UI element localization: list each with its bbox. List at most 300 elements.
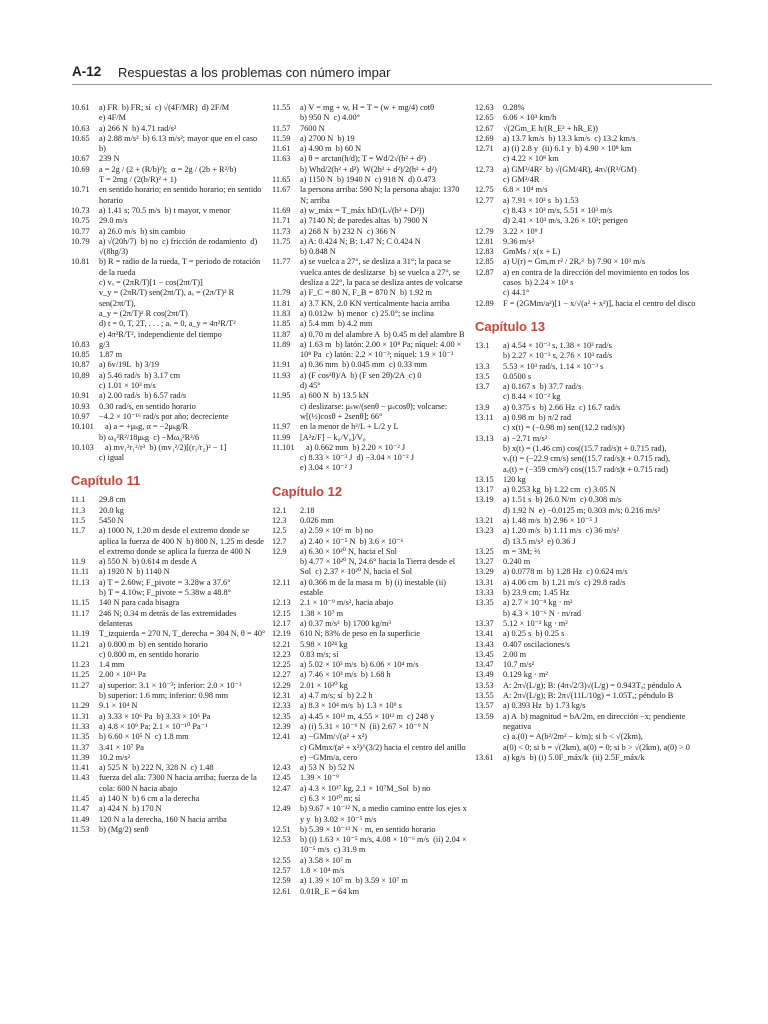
problem-number: 11.5 — [71, 515, 86, 525]
answer-text: √(2Gm_E h/(R_E² + hR_E)) — [503, 123, 598, 133]
answer-text: m = 3M; ⅔ — [503, 546, 541, 556]
answer-entry — [71, 588, 266, 598]
answer-text: b) ω₀²R²/18μₖg c) −Mω₀²R²/6 — [99, 432, 200, 442]
answer-entry — [272, 247, 468, 257]
answer-text: −4.2 × 10⁻¹⁶ rad/s por año; decreciente — [99, 411, 229, 421]
answer-text: e) 4π²R/T², independiente del tiempo — [99, 329, 222, 339]
problem-number: 12.15 — [272, 608, 291, 618]
problem-number — [475, 392, 503, 402]
answer-entry — [475, 247, 701, 257]
problem-number: 12.43 — [272, 763, 291, 773]
answer-entry — [71, 113, 266, 123]
answer-text: a) 0.37 m/s² b) 1700 kg/m³ — [300, 618, 391, 628]
answer-entry — [475, 288, 701, 298]
answer-text: a) 3.58 × 10⁷ m — [300, 855, 352, 865]
problem-number: 11.75 — [272, 236, 291, 246]
answer-entry — [272, 453, 468, 463]
answer-text: 0.0500 s — [503, 371, 532, 381]
problem-number: 10.69 — [71, 164, 90, 174]
answer-text: 0.83 m/s; sí — [300, 649, 339, 659]
answer-text: 2.18 — [300, 505, 315, 515]
answer-text: b) superior: 1.6 mm; inferior: 0.98 mm — [99, 691, 229, 701]
answer-text: c) 1.01 × 10³ m/s — [99, 381, 156, 391]
answer-text: c) 0.800 m, en sentido horario — [99, 649, 199, 659]
answer-entry — [475, 681, 701, 691]
answer-entry — [475, 598, 701, 608]
answer-entry — [272, 381, 468, 391]
answer-text: a) 2.59 × 10⁶ m b) no — [300, 526, 374, 536]
answer-entry — [272, 681, 468, 691]
problem-number: 13.59 — [475, 711, 494, 721]
answer-entry — [71, 815, 266, 825]
answer-entry — [475, 206, 701, 216]
answer-text: a) 0.36 mm b) 0.045 mm c) 0.33 mm — [300, 360, 427, 370]
answer-text: 5450 N — [99, 515, 124, 525]
answer-text: a) F_C = 80 N, F_B = 870 N b) 1.92 m — [300, 288, 432, 298]
problem-number — [475, 465, 503, 475]
problem-number: 12.69 — [475, 133, 494, 143]
answer-entry — [475, 557, 701, 567]
answer-entry — [71, 422, 266, 432]
answer-entry — [71, 598, 266, 608]
answer-text: 1.39 × 10⁻⁹ — [300, 773, 339, 783]
problem-number: 12.73 — [475, 164, 494, 174]
answer-text: F = (2GMm/a²)[1 − x/√(a² + x²)], hacia el centro del disco — [503, 298, 696, 308]
answer-text: 0.407 oscilaciones/s — [503, 639, 570, 649]
answer-entry — [475, 670, 701, 680]
answer-entry — [475, 701, 701, 711]
answer-text: a) 600 N b) 13.5 kN — [300, 391, 369, 401]
problem-number: 10.93 — [71, 401, 90, 411]
answer-entry — [71, 660, 266, 670]
answer-entry — [475, 403, 701, 413]
answer-entry — [272, 206, 468, 216]
answer-text: a) 268 N b) 232 N c) 366 N — [300, 226, 396, 236]
problem-number: 13.21 — [475, 515, 494, 525]
answer-entry — [272, 175, 468, 185]
answer-text: a) w_máx = T_máx hD/(L√(h² + D²)) — [300, 205, 425, 215]
answer-entry — [71, 506, 266, 516]
answer-entry — [272, 309, 468, 319]
problem-number — [71, 691, 99, 701]
answer-entry — [272, 784, 468, 794]
answer-entry — [272, 773, 468, 783]
answer-text: a) 5.46 rad/s b) 3.17 cm — [99, 370, 181, 380]
answer-entry — [475, 732, 701, 742]
problem-number: 11.27 — [71, 680, 90, 690]
answer-entry — [272, 701, 468, 711]
problem-number: 11.17 — [71, 608, 90, 618]
answer-entry — [71, 732, 266, 742]
problem-number: 13.29 — [475, 567, 494, 577]
answer-text: c) vₓ = (2πR/T)[1 − cos(2πt/T)] — [99, 278, 203, 288]
answer-entry — [71, 371, 266, 381]
answer-entry — [475, 268, 701, 289]
problem-number — [272, 794, 300, 804]
answer-text: b) 23.9 cm; 1.45 Hz — [503, 588, 570, 598]
answer-text: 0.28% — [503, 103, 525, 112]
answer-entry — [71, 743, 266, 753]
answer-entry — [475, 526, 701, 536]
header-rule — [72, 84, 712, 85]
answer-text: a) V = mg + w, H = T = (w + mg/4) cotθ — [300, 103, 435, 112]
answer-text: a) 2700 N b) 19 — [300, 133, 355, 143]
answer-text: 29.0 m/s — [99, 216, 128, 226]
problem-number: 11.57 — [272, 123, 291, 133]
answer-text: b) 2.27 × 10⁻³ s, 2.76 × 10³ rad/s — [503, 351, 613, 361]
answer-text: 140 N para cada bisagra — [99, 598, 180, 608]
problem-number: 12.59 — [272, 876, 291, 886]
answer-text: A: 2π√(L/g); B: (4π√2/3)√(L/g) = 0.943Tₐ; péndulo A — [503, 680, 682, 690]
answer-text: 6.06 × 10³ km/h — [503, 113, 557, 123]
problem-number: 13.5 — [475, 371, 490, 381]
problem-number: 12.29 — [272, 680, 291, 690]
answer-text: d) 45° — [300, 381, 321, 391]
answer-entry — [71, 330, 266, 340]
answer-entry — [71, 319, 266, 329]
answer-text: 0.026 mm — [300, 515, 334, 525]
answer-text: a) 4.54 × 10⁻³ s, 1.38 × 10³ rad/s — [503, 340, 612, 350]
answer-entry — [71, 629, 266, 639]
answer-text: a) se vuelca a 27°, se desliza a 31°; la paca se vuelca antes de deslizarse b) se vuelca a 27°, se desliza a 22°, la paca se desliza antes de volcarse — [300, 257, 463, 288]
answer-entry — [71, 257, 266, 278]
answer-text: a) 2.00 rad/s b) 6.57 rad/s — [99, 391, 187, 401]
problem-number: 12.57 — [272, 866, 291, 876]
answer-text: 1.38 × 10⁷ m — [300, 608, 344, 618]
answer-text: 0.240 m — [503, 557, 531, 567]
problem-number: 11.29 — [71, 701, 90, 711]
answer-entry — [475, 144, 701, 154]
answer-entry — [475, 506, 701, 516]
answer-entry — [475, 113, 701, 123]
answer-text: a) en contra de la dirección del movimiento en todos los casos b) 2.24 × 10³ s — [503, 267, 692, 288]
problem-number: 12.77 — [475, 195, 494, 205]
answer-text: a = 2g / (2 + (R/b)²); α = 2g / (2b + R²/b) — [99, 164, 237, 174]
answer-entry — [71, 753, 266, 763]
answer-text: b) x(t) = (1.46 cm) cos((15.7 rad/s)t + 0.715 rad), — [503, 443, 667, 453]
problem-number — [71, 309, 99, 319]
answer-entry — [71, 340, 266, 350]
problem-number: 12.17 — [272, 618, 291, 628]
problem-number: 10.91 — [71, 391, 90, 401]
answer-text: a) θ = arctan(h/d); T = Wd/2√(h² + d²) — [300, 154, 427, 164]
answer-text: c) deslizarse: μₛw/(senθ − μₛcosθ); volcarse: w[(½)cosθ + 2senθ]; 66° — [300, 401, 450, 421]
answer-entry — [71, 526, 266, 557]
problem-number: 11.39 — [71, 752, 90, 762]
answer-text: a) 3.33 × 10⁶ Pa b) 3.33 × 10⁶ Pa — [99, 711, 211, 721]
answer-text: a) 525 N b) 222 N, 328 N c) 1.48 — [99, 763, 214, 773]
problem-number: 12.39 — [272, 721, 291, 731]
answer-entry — [475, 341, 701, 351]
problem-number: 11.71 — [272, 216, 291, 226]
problem-number — [475, 216, 503, 226]
problem-number: 13.1 — [475, 340, 490, 350]
problem-number — [272, 247, 300, 257]
answer-text: e) 4F/M — [99, 113, 126, 123]
answer-entry — [71, 288, 266, 309]
answer-entry — [272, 185, 468, 206]
problem-number: 12.35 — [272, 711, 291, 721]
answer-text: a) 1.39 × 10⁷ m b) 3.59 × 10⁷ m — [300, 876, 408, 886]
answer-entry — [71, 103, 266, 113]
answer-text: 610 N; 83% de peso en la superficie — [300, 629, 421, 639]
answer-text: 3.41 × 10⁷ Pa — [99, 742, 144, 752]
answer-text: 2.00 × 10¹¹ Pa — [99, 670, 146, 680]
answer-entry — [475, 485, 701, 495]
answer-entry — [475, 257, 701, 267]
answer-text: 1.8 × 10⁴ m/s — [300, 866, 345, 876]
answer-text: a) A b) magnitud = bA/2m, en dirección −x; pendiente negativa — [503, 711, 688, 731]
answer-text: a) (i) 5.31 × 10⁻⁹ N (ii) 2.67 × 10⁻⁹ N — [300, 721, 429, 731]
answer-text: c) igual — [99, 453, 125, 463]
answer-text: a) 0.98 m b) π/2 rad — [503, 413, 572, 423]
page-header — [72, 62, 712, 90]
answer-entry — [272, 743, 468, 764]
answer-entry — [71, 722, 266, 732]
answer-entry — [272, 443, 468, 453]
problem-number: 12.55 — [272, 855, 291, 865]
answer-entry — [272, 360, 468, 370]
problem-number: 10.85 — [71, 350, 90, 360]
answer-entry — [475, 537, 701, 547]
problem-number: 11.87 — [272, 329, 291, 339]
answer-entry — [71, 670, 266, 680]
answer-entry — [71, 165, 266, 175]
answer-text: a) 13.7 km/s b) 13.3 km/s c) 13.2 km/s — [503, 133, 636, 143]
answer-text: a) √(20h/7) b) no c) fricción de rodamiento d) √(8hg/3) — [99, 236, 260, 257]
problem-number: 13.35 — [475, 598, 494, 608]
problem-number: 11.81 — [272, 298, 291, 308]
answer-text: la persona arriba: 590 N; la persona abajo: 1370 N; arriba — [300, 185, 462, 205]
answer-entry — [475, 392, 701, 402]
answer-text: a) FR b) FR; sí c) √(4F/MR) d) 2F/M — [99, 103, 230, 112]
problem-number: 11.47 — [71, 804, 90, 814]
problem-number: 12.87 — [475, 267, 494, 277]
answer-entry — [475, 196, 701, 206]
answer-text: a) 4.7 m/s; sí b) 2.2 h — [300, 691, 373, 701]
answer-entry — [272, 144, 468, 154]
answer-entry — [475, 165, 701, 175]
answer-entry — [272, 763, 468, 773]
problem-number: 10.71 — [71, 185, 90, 195]
answer-entry — [71, 309, 266, 319]
answer-text: T = 2mg / (2(b/R)² + 1) — [99, 175, 177, 185]
problem-number: 12.25 — [272, 660, 291, 670]
problem-number: 12.31 — [272, 691, 291, 701]
answer-text: v_y = (2πR/T) sen(2πt/T), aₓ = (2π/T)² R sen(2πt/T), — [99, 288, 237, 308]
answer-entry — [475, 753, 701, 763]
answer-entry — [475, 372, 701, 382]
answer-entry — [272, 866, 468, 876]
answer-entry — [272, 433, 468, 443]
answer-text: a) 26.0 m/s b) sin cambio — [99, 226, 186, 236]
answer-text: a) 4.06 cm b) 1.21 m/s c) 29.8 rad/s — [503, 577, 626, 587]
answer-text: a) U(r) = Gmₑm r² / 2Rₑ³ b) 7.90 × 10³ m/s — [503, 257, 646, 267]
problem-number: 13.49 — [475, 670, 494, 680]
answer-text: b) 9.67 × 10⁻¹² N, a medio camino entre los ejes x y y b) 3.02 × 10⁻⁵ m/s — [300, 804, 469, 824]
answer-entry — [272, 835, 468, 856]
answer-text: c) x(t) = (−0.98 m) sen((12.2 rad/s)t) — [503, 423, 625, 433]
problem-number — [475, 732, 503, 742]
answer-entry — [272, 463, 468, 473]
answer-text: a) 0.0778 m b) 1.28 Hz c) 0.624 m/s — [503, 567, 628, 577]
problem-number: 10.103 — [71, 442, 94, 452]
answer-text: a) (i) 2.8 y (ii) 6.1 y b) 4.90 × 10⁸ km — [503, 144, 632, 154]
problem-number: 11.1 — [71, 495, 86, 505]
answer-entry — [475, 516, 701, 526]
answer-text: a) 1.20 m/s b) 1.11 m/s c) 36 m/s² — [503, 526, 620, 536]
answer-text: a) 266 N b) 4.71 rad/s² — [99, 123, 177, 133]
answer-text: 2.00 m — [503, 649, 527, 659]
answer-text: 2.1 × 10⁻⁹ m/s², hacia abajo — [300, 598, 394, 608]
problem-number — [272, 113, 300, 123]
answer-text: a) 0.012w b) menor c) 25.0°; se inclina — [300, 308, 434, 318]
answer-text: a) 1.51 s b) 26.0 N/m c) 0.308 m/s — [503, 495, 622, 505]
problem-number — [475, 743, 503, 753]
answer-text: b) 950 N c) 4.00° — [300, 113, 361, 123]
problem-number: 13.27 — [475, 557, 494, 567]
chapter-heading: Capítulo 12 — [272, 483, 343, 499]
answer-entry — [71, 227, 266, 237]
answer-entry — [272, 154, 468, 164]
problem-number: 11.69 — [272, 205, 291, 215]
answer-entry — [71, 640, 266, 650]
answer-text: aₓ(t) = (−359 cm/s²) cos((15.7 rad/s)t + 0.715 rad) — [503, 464, 669, 474]
answer-entry — [475, 578, 701, 588]
answer-text: [A²z/F] − k₀/V₀]/V₀ — [300, 432, 366, 442]
answer-text: 0.30 rad/s, en sentido horario — [99, 401, 196, 411]
problem-number: 11.65 — [272, 175, 291, 185]
answer-text: a) (F cos²θ)/A b) (F sen 2θ)/2A c) 0 — [300, 370, 422, 380]
answer-text: 239 N — [99, 154, 120, 164]
problem-number: 13.17 — [475, 485, 494, 495]
answer-text: d) 1.92 N e) −0.0125 m; 0.303 m/s; 0.216 m/s² — [503, 505, 660, 515]
problem-number: 12.79 — [475, 226, 494, 236]
answer-text: a) 1920 N b) 1140 N — [99, 567, 170, 577]
problem-number: 10.61 — [71, 103, 90, 112]
problem-number: 11.41 — [71, 763, 90, 773]
problem-number: 10.77 — [71, 226, 90, 236]
problem-number: 11.13 — [71, 577, 90, 587]
answer-text: 120 N a la derecha, 160 N hacia arriba — [99, 814, 227, 824]
problem-number: 11.7 — [71, 526, 86, 536]
answer-text: a) 5.4 mm b) 4.2 mm — [300, 319, 373, 329]
answer-entry — [272, 506, 468, 516]
problem-number — [475, 444, 503, 454]
answer-entry — [272, 712, 468, 722]
problem-number: 12.27 — [272, 670, 291, 680]
problem-number — [272, 453, 300, 463]
problem-number: 13.37 — [475, 618, 494, 628]
problem-number — [272, 557, 300, 578]
answer-entry — [272, 670, 468, 680]
answer-text: a) 1.41 s; 70.5 m/s b) t mayor, v menor — [99, 205, 231, 215]
answer-text: a) 7.91 × 10³ s b) 1.53 — [503, 195, 579, 205]
answer-text: a) 424 N b) 170 N — [99, 804, 162, 814]
problem-number — [475, 423, 503, 433]
answer-text: 0.129 kg · m² — [503, 670, 548, 680]
answer-entry — [71, 691, 266, 701]
answer-entry — [71, 391, 266, 401]
problem-number: 11.23 — [71, 660, 90, 670]
problem-number: 12.11 — [272, 577, 291, 587]
answer-text: b) (Mg/2) senθ — [99, 824, 149, 834]
answer-entry — [71, 567, 266, 577]
answer-entry — [475, 154, 701, 164]
answer-text: a) superior: 3.1 × 10⁻³; inferior: 2.0 × 10⁻³ — [99, 680, 242, 690]
answer-text: b) 5.39 × 10⁻¹³ N · m, en sentido horario — [300, 824, 436, 834]
answer-text: d) 13.5 m/s² e) 0.36 J — [503, 536, 576, 546]
problem-number: 13.55 — [475, 691, 494, 701]
answer-text: a) 1000 N, 1.20 m desde el extremo donde se aplica la fuerza de 400 N b) 800 N, 1.25 m desde el extremo donde se aplica la fuerza de 400 N — [99, 526, 267, 556]
answer-entry — [272, 650, 468, 660]
answer-entry — [71, 609, 266, 630]
answer-entry — [475, 712, 701, 733]
answer-text: a) 53 N b) 52 N — [300, 763, 355, 773]
answer-entry — [272, 319, 468, 329]
answer-entry — [475, 382, 701, 392]
problem-number: 13.3 — [475, 361, 490, 371]
answer-text: a) T = 2.60w; F_pivote = 3.28w a 37.6° — [99, 577, 231, 587]
answer-text: 10.2 m/s² — [99, 752, 131, 762]
page-number: A-12 — [72, 64, 102, 79]
answer-entry — [272, 825, 468, 835]
answer-entry — [272, 134, 468, 144]
answer-text: a) 0.70 m del alambre A b) 0.45 m del alambre B — [300, 329, 465, 339]
answer-text: a) 0.393 Hz b) 1.73 kg/s — [503, 701, 586, 711]
answer-entry — [475, 227, 701, 237]
answer-entry — [475, 743, 701, 753]
answer-entry — [475, 660, 701, 670]
answer-entry — [71, 360, 266, 370]
problem-number: 11.99 — [272, 432, 291, 442]
problem-number: 11.79 — [272, 288, 291, 298]
problem-number: 13.53 — [475, 680, 494, 690]
answer-entry — [71, 443, 266, 453]
answer-entry — [475, 547, 701, 557]
answer-entry — [475, 629, 701, 639]
answer-entry — [475, 134, 701, 144]
answer-entry — [475, 588, 701, 598]
problem-number: 12.61 — [272, 886, 291, 896]
answer-entry — [71, 433, 266, 443]
problem-number: 11.49 — [71, 814, 90, 824]
problem-number: 13.23 — [475, 526, 494, 536]
answer-text: 6.8 × 10⁴ m/s — [503, 185, 548, 195]
answer-text: en sentido horario; en sentido horario; en sentido horario — [99, 185, 264, 205]
problem-number — [272, 165, 300, 175]
answer-entry — [71, 124, 266, 134]
problem-number: 13.47 — [475, 660, 494, 670]
answer-entry — [272, 804, 468, 825]
problem-number — [475, 175, 503, 185]
answer-entry — [475, 465, 701, 475]
answer-text: fuerza del ala: 7300 N hacia arriba; fuerza de la cola: 600 N hacia abajo — [99, 773, 259, 793]
answer-text: a) 3.7 KN, 2.0 KN verticalmente hacia arriba — [300, 298, 450, 308]
problem-number: 12.19 — [272, 629, 291, 639]
problem-number: 12.67 — [475, 123, 494, 133]
answer-entry — [71, 712, 266, 722]
answer-text: a) 550 N b) 0.614 m desde A — [99, 557, 197, 567]
answer-entry — [272, 722, 468, 732]
answer-text: c) GM²/4R — [503, 175, 540, 185]
answer-text: a) 7.46 × 10³ m/s b) 1.68 h — [300, 670, 391, 680]
problem-number: 10.65 — [71, 133, 90, 143]
problem-number: 11.73 — [272, 226, 291, 236]
answer-entry — [475, 619, 701, 629]
answer-entry — [272, 237, 468, 247]
problem-number: 10.87 — [71, 360, 90, 370]
